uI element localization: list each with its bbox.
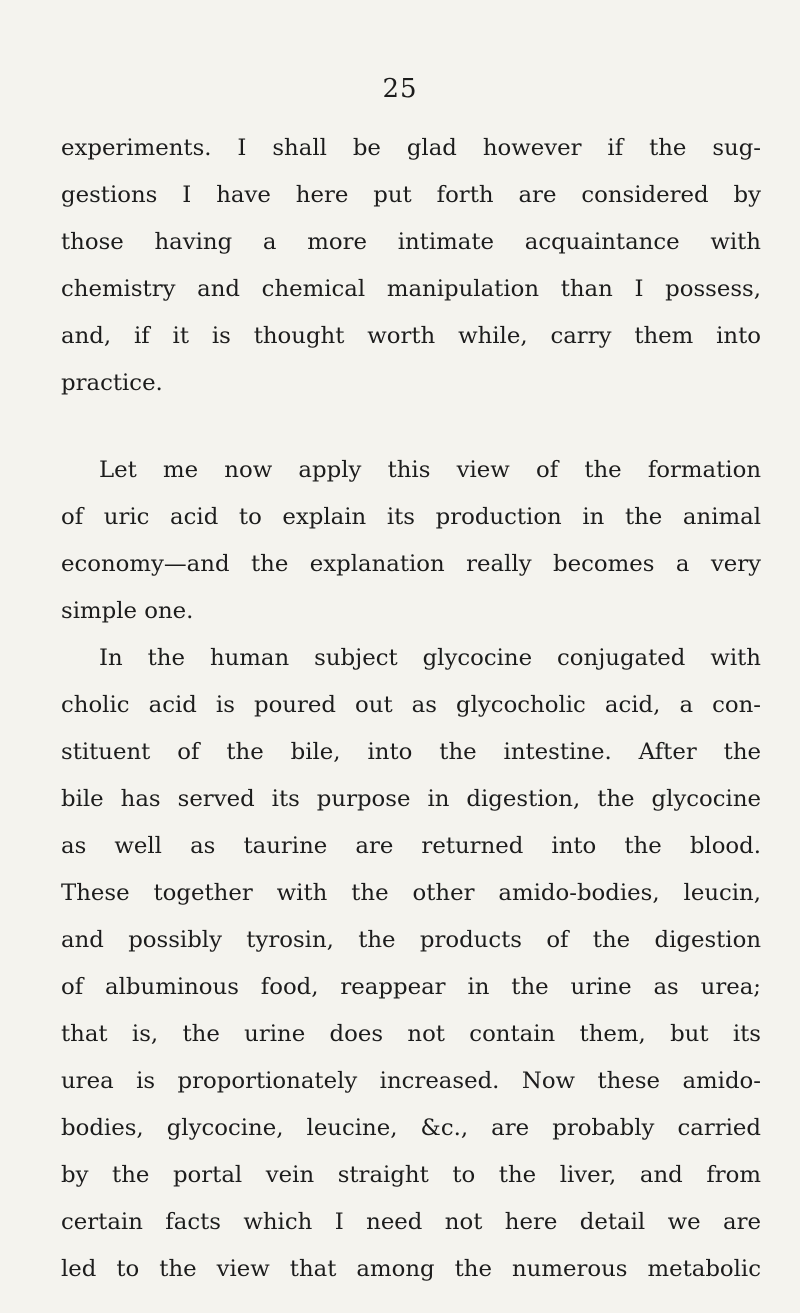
text-line: chemistry and chemical manipulation than I possess, [61, 276, 761, 302]
text-line: that is, the urine does not contain them, but its [61, 1021, 761, 1047]
text-line: led to the view that among the numerous metabolic [61, 1256, 761, 1282]
text-line: Let me now apply this view of the formation [99, 457, 761, 483]
text-line: as well as taurine are returned into the blood. [61, 833, 761, 859]
text-line: These together with the other amido-bodies, leucin, [61, 880, 761, 906]
text-line: bodies, glycocine, leucine, &c., are probably carried [61, 1115, 761, 1141]
paragraph-2 [61, 447, 761, 635]
text-line: and, if it is thought worth while, carry them into [61, 323, 761, 349]
paragraph-1 [61, 125, 761, 407]
text-line: bile has served its purpose in digestion, the glycocine [61, 786, 761, 812]
text-line: stituent of the bile, into the intestine. After the [61, 739, 761, 765]
text-line: and possibly tyrosin, the products of the digestion [61, 927, 761, 953]
text-line: simple one. [61, 598, 194, 624]
text-line: those having a more intimate acquaintance with [61, 229, 761, 255]
text-line: In the human subject glycocine conjugated with [99, 645, 761, 671]
text-line: of uric acid to explain its production in the animal [61, 504, 761, 530]
paragraph-gap [61, 407, 761, 447]
text-line: cholic acid is poured out as glycocholic acid, a con- [61, 692, 761, 718]
text-line: economy—and the explanation really becomes a very [61, 551, 761, 577]
text-line: practice. [61, 370, 163, 396]
text-line: gestions I have here put forth are considered by [61, 182, 761, 208]
text-line: of albuminous food, reappear in the urine as urea; [61, 974, 761, 1000]
page-number: 25 [382, 74, 418, 104]
paragraph-3 [61, 635, 761, 1293]
text-line: by the portal vein straight to the liver, and from [61, 1162, 761, 1188]
text-line: urea is proportionately increased. Now these amido- [61, 1068, 761, 1094]
text-line: certain facts which I need not here detail we are [61, 1209, 761, 1235]
body-text [61, 125, 761, 1293]
text-line: experiments. I shall be glad however if the sug- [61, 135, 761, 161]
